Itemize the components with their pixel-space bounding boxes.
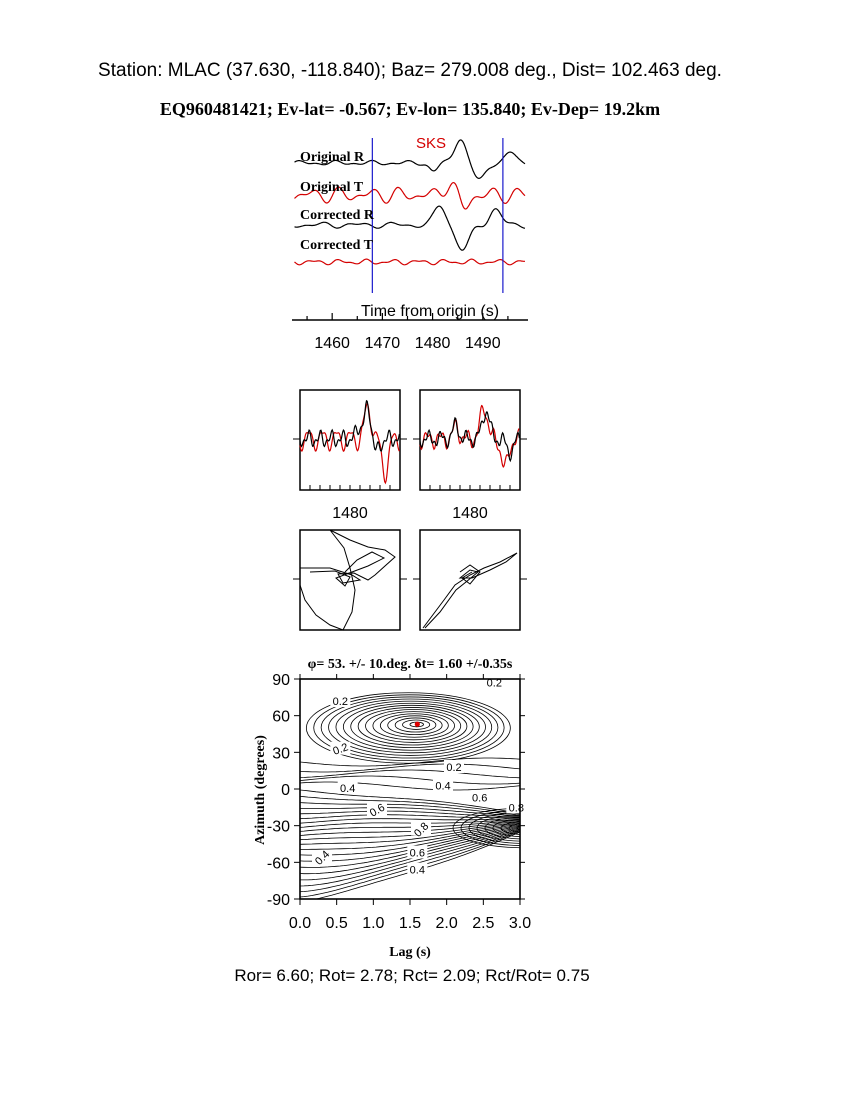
contour-value-label: 0.4 <box>340 782 356 795</box>
contour-value-label: 0.6 <box>367 801 388 820</box>
trace-label-corrected-t: Corrected T <box>300 238 373 253</box>
phase-label: SKS <box>415 135 447 152</box>
y-tick-label: -60 <box>266 855 290 873</box>
y-tick-label: 0 <box>281 782 290 799</box>
contour-value-label: 0.2 <box>446 762 462 774</box>
particle-motion-after <box>423 553 517 628</box>
y-tick-label: 60 <box>272 708 290 726</box>
contour-value-label: 0.2 <box>486 677 502 690</box>
contour-line <box>300 780 520 793</box>
x-tick-label: 0.5 <box>325 915 348 932</box>
particle-motion-before <box>300 530 395 630</box>
contour-x-label: Lag (s) <box>389 945 431 960</box>
contour-y-label: Azimuth (degrees) <box>253 735 268 845</box>
best-fit-marker <box>415 722 420 727</box>
particle-motion-panel-right <box>420 530 520 630</box>
contour-line <box>343 703 479 750</box>
contour-value-label: 0.4 <box>435 780 451 793</box>
trace-label-corrected-r: Corrected R <box>300 208 374 223</box>
contour-line <box>300 770 520 778</box>
contour-line <box>461 810 589 845</box>
waveform-radial-left <box>300 401 399 451</box>
time-tick-label: 1490 <box>465 335 501 352</box>
time-tick-label: 1460 <box>314 335 350 352</box>
contour-value-label: 0.8 <box>508 802 524 815</box>
x-tick-label: 2.0 <box>435 915 458 932</box>
y-tick-label: -90 <box>266 892 290 909</box>
y-tick-label: 90 <box>272 672 290 689</box>
x-tick-label: 0.0 <box>288 915 312 932</box>
contour-value-label: 0.2 <box>332 696 348 708</box>
y-tick-label: -30 <box>266 818 290 836</box>
waveform-tick-left: 1480 <box>332 505 368 522</box>
contour-value-label: 0.2 <box>331 741 350 758</box>
time-tick-label: 1480 <box>414 335 451 352</box>
contour-line <box>300 776 520 784</box>
time-axis-label: Time from origin (s) <box>360 303 500 320</box>
time-tick-label: 1470 <box>364 335 401 352</box>
x-tick-label: 2.5 <box>472 915 495 932</box>
contour-value-label: 0.8 <box>412 820 432 840</box>
contour-line <box>477 815 573 841</box>
waveform-panels <box>293 390 527 522</box>
y-tick-label: 30 <box>272 745 290 763</box>
contour-value-label: 0.6 <box>409 847 425 860</box>
trace-corrected-t <box>295 259 526 265</box>
trace-label-original-t: Original T <box>300 180 364 195</box>
waveform-tick-right: 1480 <box>452 505 488 522</box>
contour-line <box>300 758 520 766</box>
x-tick-label: 3.0 <box>508 915 532 932</box>
station-title: Station: MLAC (37.630, -118.840); Baz= 279.008 deg., Dist= 102.463 deg. <box>98 60 722 81</box>
waveform-transverse-left <box>300 404 399 483</box>
contour-value-label: 0.4 <box>313 848 333 868</box>
event-title: EQ960481421; Ev-lat= -0.567; Ev-lon= 135.840; Ev-Dep= 19.2km <box>159 99 661 119</box>
trace-label-original-r: Original R <box>300 150 365 165</box>
contour-value-label: 0.4 <box>409 864 425 877</box>
x-tick-label: 1.0 <box>362 915 385 932</box>
ratio-summary: Ror= 6.60; Rot= 2.78; Rct= 2.09; Rct/Rot= 0.75 <box>234 966 590 985</box>
x-tick-label: 1.5 <box>398 915 422 932</box>
particle-motion-panels <box>293 530 527 630</box>
seismogram-traces <box>292 135 528 352</box>
contour-value-label: 0.6 <box>472 792 488 805</box>
splitting-contour-chart <box>253 657 597 960</box>
contour-line <box>380 714 448 738</box>
contour-title: φ= 53. +/- 10.deg. δt= 1.60 +/-0.35s <box>307 657 513 672</box>
waveform-transverse-right <box>420 406 519 467</box>
